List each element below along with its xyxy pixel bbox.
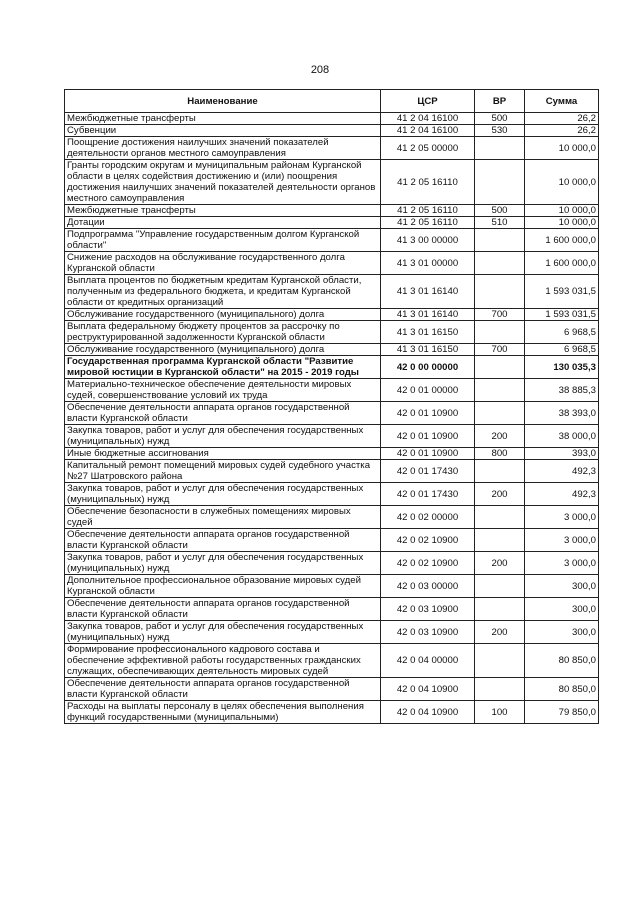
header-name: Наименование bbox=[65, 90, 381, 113]
row-code: 42 0 01 10900 bbox=[381, 425, 475, 448]
row-code: 41 2 05 16110 bbox=[381, 217, 475, 229]
header-code: ЦСР bbox=[381, 90, 475, 113]
row-name: Дополнительное профессиональное образование мировых судей Курганской области bbox=[65, 575, 381, 598]
table-row bbox=[65, 448, 599, 460]
row-vr bbox=[475, 356, 525, 379]
row-name: Гранты городским округам и муниципальным районам Курганской области в целях содействия достижению и (или) поощрения достижения наилучших значений показателей деятельности органов местного самоуправления bbox=[65, 160, 381, 205]
table-row bbox=[65, 529, 599, 552]
table-row bbox=[65, 344, 599, 356]
table-row bbox=[65, 217, 599, 229]
row-code: 41 3 01 16150 bbox=[381, 321, 475, 344]
table-row bbox=[65, 621, 599, 644]
row-vr: 200 bbox=[475, 621, 525, 644]
row-code: 42 0 04 10900 bbox=[381, 701, 475, 724]
row-vr bbox=[475, 252, 525, 275]
row-sum: 130 035,3 bbox=[525, 356, 599, 379]
table-row bbox=[65, 309, 599, 321]
table-body bbox=[65, 113, 599, 724]
row-name: Закупка товаров, работ и услуг для обеспечения государственных (муниципальных) нужд bbox=[65, 425, 381, 448]
row-sum: 300,0 bbox=[525, 621, 599, 644]
table-row bbox=[65, 506, 599, 529]
table-row bbox=[65, 205, 599, 217]
row-name: Расходы на выплаты персоналу в целях обеспечения выполнения функций государственными (муниципальными) bbox=[65, 701, 381, 724]
row-vr: 510 bbox=[475, 217, 525, 229]
row-name: Обеспечение деятельности аппарата органов государственной власти Курганской области bbox=[65, 598, 381, 621]
table-header-row bbox=[65, 90, 599, 113]
table-row bbox=[65, 160, 599, 205]
row-sum: 38 393,0 bbox=[525, 402, 599, 425]
row-sum: 26,2 bbox=[525, 113, 599, 125]
row-vr bbox=[475, 229, 525, 252]
row-vr bbox=[475, 160, 525, 205]
row-name: Поощрение достижения наилучших значений показателей деятельности органов местного самоуправления bbox=[65, 137, 381, 160]
row-vr bbox=[475, 644, 525, 678]
table-row bbox=[65, 425, 599, 448]
row-name: Выплата процентов по бюджетным кредитам Курганской области, полученным из федерального бюджета, и кредитам Курганской области от кредитных организаций bbox=[65, 275, 381, 309]
row-name: Обслуживание государственного (муниципального) долга bbox=[65, 309, 381, 321]
row-name: Субвенции bbox=[65, 125, 381, 137]
row-name: Обеспечение деятельности аппарата органов государственной власти Курганской области bbox=[65, 529, 381, 552]
row-sum: 1 593 031,5 bbox=[525, 275, 599, 309]
row-sum: 3 000,0 bbox=[525, 552, 599, 575]
table-row bbox=[65, 575, 599, 598]
row-code: 42 0 01 10900 bbox=[381, 448, 475, 460]
row-code: 41 2 04 16100 bbox=[381, 125, 475, 137]
row-name: Дотации bbox=[65, 217, 381, 229]
row-code: 41 3 00 00000 bbox=[381, 229, 475, 252]
table-row bbox=[65, 483, 599, 506]
table-row bbox=[65, 678, 599, 701]
row-vr bbox=[475, 529, 525, 552]
table-row bbox=[65, 125, 599, 137]
row-vr: 500 bbox=[475, 205, 525, 217]
row-vr bbox=[475, 460, 525, 483]
row-vr bbox=[475, 275, 525, 309]
row-vr: 530 bbox=[475, 125, 525, 137]
row-vr bbox=[475, 506, 525, 529]
row-sum: 3 000,0 bbox=[525, 529, 599, 552]
row-code: 41 3 01 16140 bbox=[381, 275, 475, 309]
table-row bbox=[65, 252, 599, 275]
row-vr bbox=[475, 379, 525, 402]
row-sum: 80 850,0 bbox=[525, 678, 599, 701]
row-sum: 38 885,3 bbox=[525, 379, 599, 402]
row-name: Межбюджетные трансферты bbox=[65, 113, 381, 125]
table-row bbox=[65, 229, 599, 252]
row-sum: 10 000,0 bbox=[525, 205, 599, 217]
row-code: 42 0 03 10900 bbox=[381, 621, 475, 644]
header-sum: Сумма bbox=[525, 90, 599, 113]
row-sum: 79 850,0 bbox=[525, 701, 599, 724]
row-name: Обслуживание государственного (муниципального) долга bbox=[65, 344, 381, 356]
table-row bbox=[65, 137, 599, 160]
row-vr: 100 bbox=[475, 701, 525, 724]
table-row bbox=[65, 356, 599, 379]
table-row bbox=[65, 598, 599, 621]
row-sum: 80 850,0 bbox=[525, 644, 599, 678]
row-vr bbox=[475, 321, 525, 344]
row-code: 42 0 00 00000 bbox=[381, 356, 475, 379]
row-code: 42 0 03 00000 bbox=[381, 575, 475, 598]
row-code: 42 0 03 10900 bbox=[381, 598, 475, 621]
table-row bbox=[65, 701, 599, 724]
row-name: Капитальный ремонт помещений мировых судей судебного участка №27 Шатровского района bbox=[65, 460, 381, 483]
row-sum: 6 968,5 bbox=[525, 321, 599, 344]
table-row bbox=[65, 113, 599, 125]
row-code: 41 3 01 16150 bbox=[381, 344, 475, 356]
table-row bbox=[65, 402, 599, 425]
row-vr: 200 bbox=[475, 483, 525, 506]
table-row bbox=[65, 321, 599, 344]
row-sum: 38 000,0 bbox=[525, 425, 599, 448]
row-vr: 800 bbox=[475, 448, 525, 460]
row-name: Обеспечение безопасности в служебных помещениях мировых судей bbox=[65, 506, 381, 529]
row-sum: 492,3 bbox=[525, 460, 599, 483]
row-name: Выплата федеральному бюджету процентов за рассрочку по реструктурированной задолженности Курганской области bbox=[65, 321, 381, 344]
row-code: 41 2 05 16110 bbox=[381, 160, 475, 205]
row-name: Обеспечение деятельности аппарата органов государственной власти Курганской области bbox=[65, 678, 381, 701]
row-vr: 500 bbox=[475, 113, 525, 125]
row-sum: 26,2 bbox=[525, 125, 599, 137]
row-name: Снижение расходов на обслуживание государственного долга Курганской области bbox=[65, 252, 381, 275]
row-code: 41 2 04 16100 bbox=[381, 113, 475, 125]
row-sum: 10 000,0 bbox=[525, 137, 599, 160]
row-code: 41 2 05 16110 bbox=[381, 205, 475, 217]
budget-table bbox=[64, 89, 599, 724]
row-name: Закупка товаров, работ и услуг для обеспечения государственных (муниципальных) нужд bbox=[65, 552, 381, 575]
row-sum: 10 000,0 bbox=[525, 160, 599, 205]
row-vr bbox=[475, 137, 525, 160]
table-row bbox=[65, 460, 599, 483]
row-sum: 6 968,5 bbox=[525, 344, 599, 356]
row-code: 42 0 01 17430 bbox=[381, 483, 475, 506]
row-code: 42 0 04 10900 bbox=[381, 678, 475, 701]
row-code: 42 0 01 00000 bbox=[381, 379, 475, 402]
row-name: Материально-техническое обеспечение деятельности мировых судей, совершенствование условий их труда bbox=[65, 379, 381, 402]
row-code: 42 0 01 10900 bbox=[381, 402, 475, 425]
row-name: Закупка товаров, работ и услуг для обеспечения государственных (муниципальных) нужд bbox=[65, 483, 381, 506]
row-vr: 700 bbox=[475, 344, 525, 356]
row-code: 42 0 02 10900 bbox=[381, 529, 475, 552]
row-name: Межбюджетные трансферты bbox=[65, 205, 381, 217]
row-code: 42 0 01 17430 bbox=[381, 460, 475, 483]
row-vr: 700 bbox=[475, 309, 525, 321]
page-number: 208 bbox=[310, 64, 330, 76]
row-name: Подпрограмма "Управление государственным долгом Курганской области" bbox=[65, 229, 381, 252]
row-name: Государственная программа Курганской области "Развитие мировой юстиции в Курганской области" на 2015 - 2019 годы bbox=[65, 356, 381, 379]
table-row bbox=[65, 379, 599, 402]
row-vr bbox=[475, 598, 525, 621]
row-sum: 393,0 bbox=[525, 448, 599, 460]
row-sum: 1 593 031,5 bbox=[525, 309, 599, 321]
table-row bbox=[65, 275, 599, 309]
row-vr bbox=[475, 678, 525, 701]
row-code: 41 3 01 00000 bbox=[381, 252, 475, 275]
row-sum: 10 000,0 bbox=[525, 217, 599, 229]
table-row bbox=[65, 552, 599, 575]
row-name: Обеспечение деятельности аппарата органов государственной власти Курганской области bbox=[65, 402, 381, 425]
row-sum: 1 600 000,0 bbox=[525, 229, 599, 252]
row-code: 41 3 01 16140 bbox=[381, 309, 475, 321]
row-name: Иные бюджетные ассигнования bbox=[65, 448, 381, 460]
row-vr bbox=[475, 575, 525, 598]
row-vr bbox=[475, 402, 525, 425]
row-sum: 300,0 bbox=[525, 598, 599, 621]
table-row bbox=[65, 644, 599, 678]
row-sum: 492,3 bbox=[525, 483, 599, 506]
row-name: Закупка товаров, работ и услуг для обеспечения государственных (муниципальных) нужд bbox=[65, 621, 381, 644]
row-code: 42 0 04 00000 bbox=[381, 644, 475, 678]
header-vr: ВР bbox=[475, 90, 525, 113]
row-sum: 3 000,0 bbox=[525, 506, 599, 529]
row-sum: 1 600 000,0 bbox=[525, 252, 599, 275]
row-code: 42 0 02 00000 bbox=[381, 506, 475, 529]
row-vr: 200 bbox=[475, 552, 525, 575]
row-sum: 300,0 bbox=[525, 575, 599, 598]
row-vr: 200 bbox=[475, 425, 525, 448]
row-code: 41 2 05 00000 bbox=[381, 137, 475, 160]
row-name: Формирование профессионального кадрового состава и обеспечение эффективной работы государственных гражданских служащих, обеспечивающих деятельность мировых судей bbox=[65, 644, 381, 678]
row-code: 42 0 02 10900 bbox=[381, 552, 475, 575]
